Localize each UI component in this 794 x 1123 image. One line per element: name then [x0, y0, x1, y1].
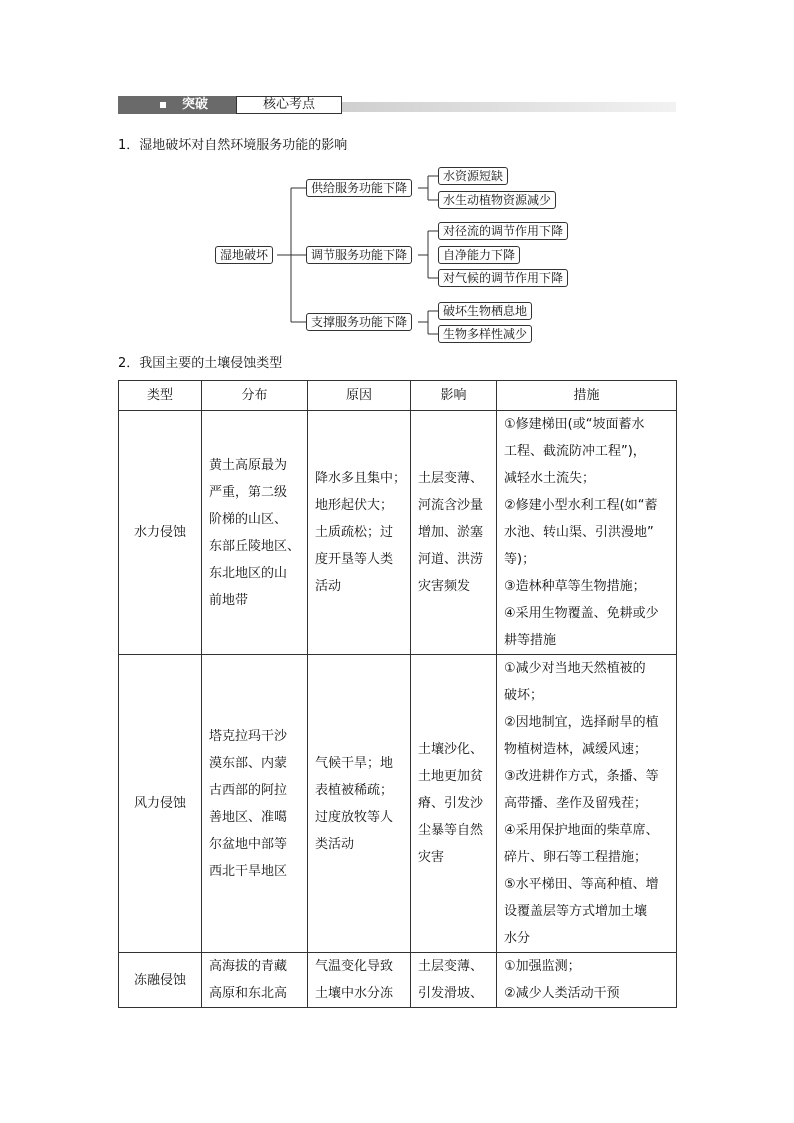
- column-header-type: 类型: [119, 381, 202, 411]
- distribution-cell: 高海拔的青藏 高原和东北高: [202, 953, 308, 1008]
- impact-cell: 土层变薄、 引发滑坡、: [411, 953, 497, 1008]
- tree-root-node: 湿地破坏: [215, 246, 273, 264]
- measures-cell: ①修建梯田(或“坡面蓄水 工程、截流防冲工程”)， 减轻水土流失； ②修建小型水利工程(如“蓄 水池、转山渠、引洪漫地” 等)； ③造林种草等生物措施； ④采用生物覆盖、免耕或少 耕等措施: [497, 411, 677, 655]
- tree-leaf: 对气候的调节作用下降: [438, 269, 568, 287]
- tree-leaf: 对径流的调节作用下降: [438, 222, 568, 240]
- tree-branch-supply: 供给服务功能下降: [306, 179, 412, 197]
- tree-branch-support: 支撑服务功能下降: [306, 313, 412, 331]
- column-header-measures: 措施: [497, 381, 677, 411]
- column-header-distribution: 分布: [202, 381, 308, 411]
- impact-cell: 土壤沙化、 土地更加贫 瘠、引发沙 尘暴等自然 灾害: [411, 655, 497, 953]
- cause-cell: 气温变化导致 土壤中水分冻: [308, 953, 411, 1008]
- erosion-type-cell: 冻融侵蚀: [119, 953, 202, 1008]
- table-row: [119, 655, 677, 953]
- distribution-cell: 塔克拉玛干沙 漠东部、内蒙 古西部的阿拉 善地区、准噶 尔盆地中部等 西北干旱地区: [202, 655, 308, 953]
- tree-leaf: 破坏生物栖息地: [438, 302, 532, 320]
- cause-cell: 气候干旱；地 表植被稀疏； 过度放牧等人 类活动: [308, 655, 411, 953]
- section1-title: 1．湿地破坏对自然环境服务功能的影响: [118, 138, 348, 153]
- measures-cell: ①减少对当地天然植被的 破坏； ②因地制宜，选择耐旱的植 物植树造林，减缓风速； ③改进耕作方式，条播、等 高带播、垄作及留残茬； ④采用保护地面的柴草席、 碎片、卵石等工程措施； ⑤水平梯田、等高种植、增 设覆盖层等方式增加土壤 水分: [497, 655, 677, 953]
- header-box-label: 核心考点: [236, 96, 342, 114]
- tree-leaf: 水资源短缺: [438, 167, 508, 185]
- concept-tree-diagram: [0, 0, 794, 360]
- tree-leaf: 自净能力下降: [438, 246, 520, 264]
- header-tag: 突破: [118, 96, 236, 114]
- column-header-impact: 影响: [411, 381, 497, 411]
- table-row: [119, 953, 677, 1008]
- impact-cell: 土层变薄、 河流含沙量 增加、淤塞 河道、洪涝 灾害频发: [411, 411, 497, 655]
- table-row: [119, 411, 677, 655]
- erosion-type-cell: 风力侵蚀: [119, 655, 202, 953]
- measures-cell: ①加强监测； ②减少人类活动干预: [497, 953, 677, 1008]
- column-header-cause: 原因: [308, 381, 411, 411]
- distribution-cell: 黄土高原最为 严重，第二级 阶梯的山区、 东部丘陵地区、 东北地区的山 前地带: [202, 411, 308, 655]
- section2-title: 2．我国主要的土壤侵蚀类型: [118, 356, 283, 371]
- tree-branch-regulation: 调节服务功能下降: [306, 246, 412, 264]
- erosion-type-cell: 水力侵蚀: [119, 411, 202, 655]
- tree-leaf: 生物多样性减少: [438, 325, 532, 343]
- cause-cell: 降水多且集中； 地形起伏大； 土质疏松；过 度开垦等人类 活动: [308, 411, 411, 655]
- tree-leaf: 水生动植物资源减少: [438, 191, 556, 209]
- erosion-types-table: [118, 380, 677, 1008]
- table-header-row: [119, 381, 677, 411]
